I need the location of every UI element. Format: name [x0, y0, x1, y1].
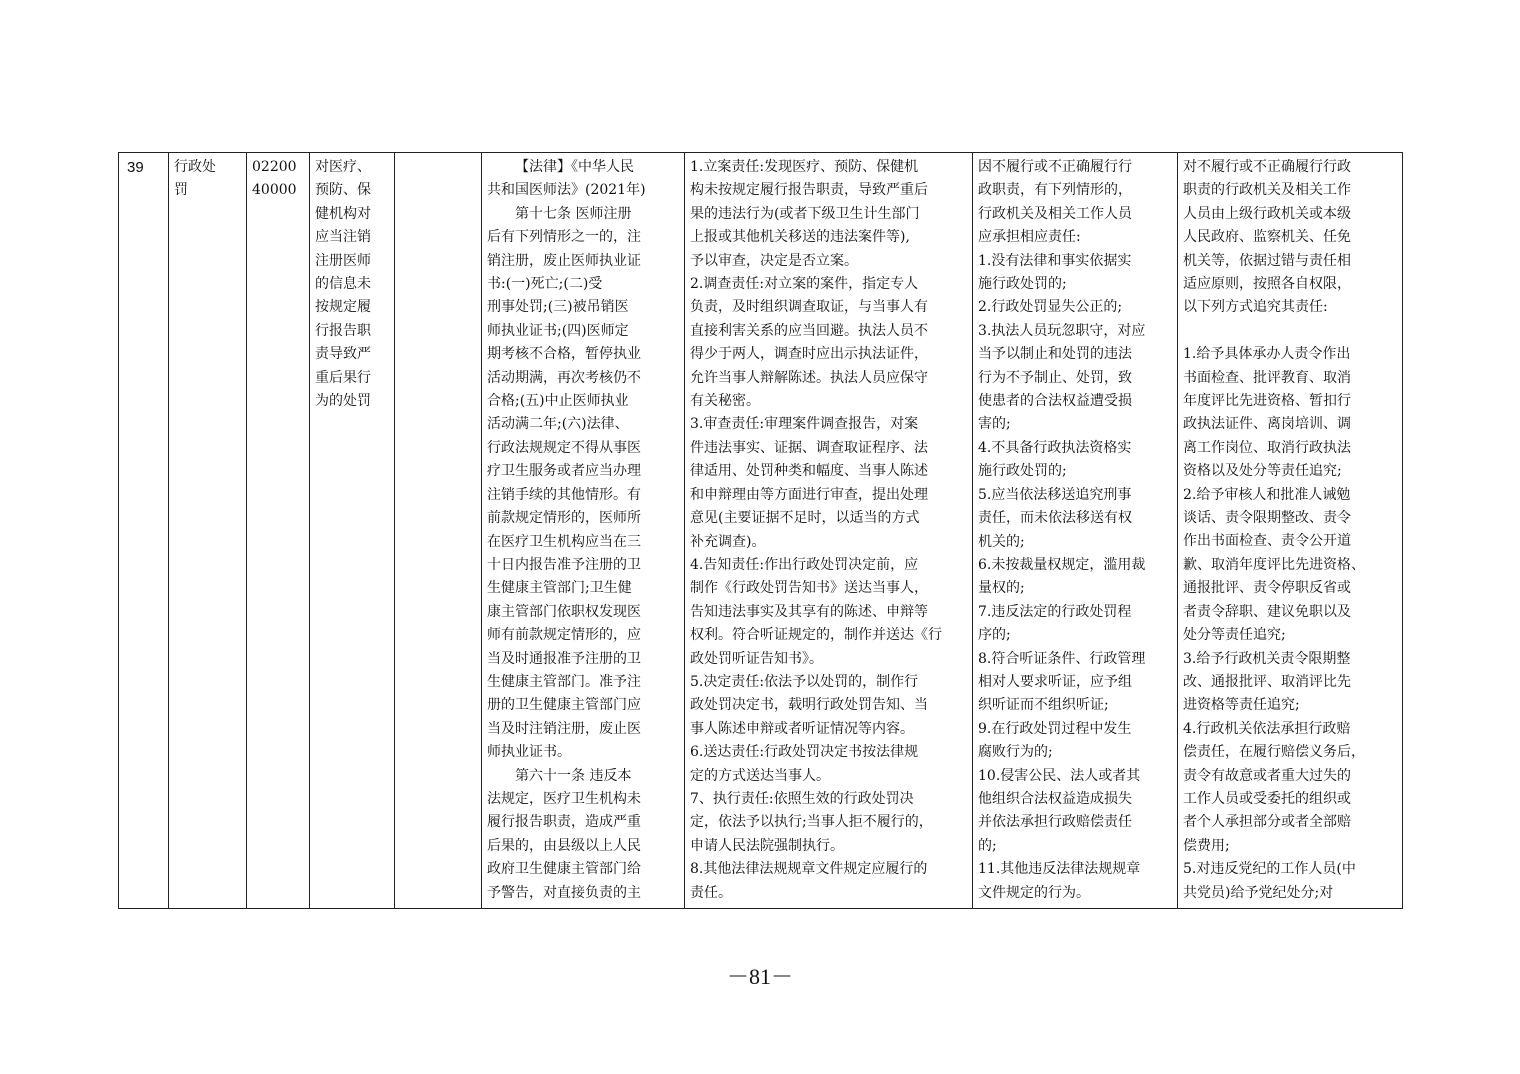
code-cell	[247, 153, 310, 909]
legal-basis-cell	[482, 153, 685, 909]
liability-situation-line: 4.不具备行政执法资格实	[978, 439, 1132, 456]
liability-situation-line: 行为不予制止、处罚，致	[978, 369, 1132, 386]
responsibility-line: 5.决定责任:依法予以处罚的，制作行	[690, 673, 919, 690]
accountability-line: 以下列方式追究其责任:	[1183, 299, 1328, 316]
document-table	[118, 152, 1403, 909]
responsibility-line: 负责，及时组织调查取证，与当事人有	[690, 299, 928, 316]
category-line: 行政处	[174, 159, 216, 175]
accountability-line: 机关等，依据过错与责任相	[1183, 252, 1351, 269]
responsibility-line: 补充调查)。	[690, 533, 766, 550]
code-line: 40000	[252, 182, 297, 199]
responsibility-line: 3.审查责任:审理案件调查报告，对案	[690, 416, 919, 433]
accountability-line: 人民政府、监察机关、任免	[1183, 229, 1351, 246]
liability-situation-line: 1.没有法律和事实依据实	[978, 252, 1132, 269]
liability-situation-line: 9.在行政处罚过程中发生	[978, 720, 1132, 737]
accountability-line: 职责的行政机关及相关工作	[1183, 182, 1351, 199]
responsibility-line: 政处罚决定书，载明行政处罚告知、当	[690, 697, 928, 714]
legal-basis-line: 共和国医师法》(2021年)	[487, 182, 646, 199]
liability-situation-line: 10.侵害公民、法人或者其	[978, 767, 1141, 784]
responsibility-line: 告知违法事实及其享有的陈述、申辩等	[690, 603, 928, 620]
legal-basis-line: 履行报告职责，造成严重	[487, 814, 641, 831]
responsibility-line: 权利。符合听证规定的，制作并送达《行	[690, 627, 942, 644]
liability-situation-line: 他组织合法权益造成损失	[978, 790, 1132, 807]
liability-situation-line: 文件规定的行为。	[978, 884, 1090, 901]
liability-situation-line: 5.应当依法移送追究刑事	[978, 486, 1132, 503]
row-number-cell	[119, 153, 169, 909]
responsibility-line: 和申辩理由等方面进行审查，提出处理	[690, 486, 928, 503]
liability-situation-line: 7.违反法定的行政处罚程	[978, 603, 1132, 620]
accountability-line	[1183, 320, 1397, 343]
liability-situation-line: 使患者的合法权益遭受损	[978, 393, 1132, 410]
liability-situation-line: 责任，而未依法移送有权	[978, 510, 1132, 527]
accountability-line: 责令有故意或者重大过失的	[1183, 767, 1351, 784]
item-name-line: 预防、保	[315, 182, 371, 199]
responsibility-line: 件违法事实、证据、调查取证程序、法	[690, 439, 928, 456]
responsibilities-cell	[685, 153, 973, 909]
item-name-line: 健机构对	[315, 205, 371, 222]
legal-basis-line: 师执业证书。	[487, 744, 571, 761]
responsibility-line: 1.立案责任:发现医疗、预防、保健机	[690, 159, 919, 175]
item-name-line: 的信息未	[315, 276, 371, 293]
responsibility-line: 允许当事人辩解陈述。执法人员应保守	[690, 369, 928, 386]
responsibility-line: 7、执行责任:依照生效的行政处罚决	[690, 790, 914, 807]
legal-basis-line: 在医疗卫生机构应当在三	[487, 533, 641, 550]
accountability-cell	[1178, 153, 1403, 909]
item-name-line: 对医疗、	[315, 159, 371, 175]
legal-basis-line: 【法律】《中华人民	[515, 159, 634, 175]
legal-basis-line: 政府卫生健康主管部门给	[487, 861, 641, 878]
liability-situation-line: 应承担相应责任:	[978, 229, 1081, 246]
legal-basis-line: 第十七条 医师注册	[515, 205, 632, 222]
responsibility-line: 定的方式送达当事人。	[690, 767, 830, 784]
accountability-line: 1.给予具体承办人责令作出	[1183, 346, 1351, 363]
legal-basis-line: 后有下列情形之一的，注	[487, 229, 641, 246]
accountability-line: 4.行政机关依法承担行政赔	[1183, 720, 1351, 737]
legal-basis-line: 予警告，对直接负责的主	[487, 884, 641, 901]
item-name-line: 行报告职	[315, 322, 371, 339]
accountability-line: 者责令辞职、建议免职以及	[1183, 603, 1351, 620]
liability-situation-line: 腐败行为的;	[978, 744, 1053, 761]
table-row	[119, 153, 1403, 909]
page-number: －81－	[726, 964, 793, 989]
accountability-line: 书面检查、批评教育、取消	[1183, 369, 1351, 386]
responsibility-line: 上报或其他机关移送的违法案件等),	[690, 229, 910, 246]
accountability-line: 通报批评、责令停职反省或	[1183, 580, 1351, 597]
accountability-line: 偿责任，在履行赔偿义务后，	[1183, 744, 1365, 761]
item-name-line: 为的处罚	[315, 393, 371, 410]
liability-situation-line: 3.执法人员玩忽职守，对应	[978, 322, 1146, 339]
responsibility-line: 4.告知责任:作出行政处罚决定前，应	[690, 556, 919, 573]
liability-situation-line: 并依法承担行政赔偿责任	[978, 814, 1132, 831]
item-name-line: 重后果行	[315, 369, 371, 386]
accountability-line: 2.给予审核人和批准人诫勉	[1183, 486, 1351, 503]
liability-situation-line: 害的;	[978, 416, 1011, 433]
legal-basis-line: 当及时注销注册，废止医	[487, 720, 641, 737]
legal-basis-line: 销注册，废止医师执业证	[487, 252, 641, 269]
accountability-line: 适应原则，按照各自权限，	[1183, 276, 1351, 293]
item-name-line: 注册医师	[315, 252, 371, 269]
responsibility-line: 责任。	[690, 884, 732, 901]
accountability-line: 处分等责任追究;	[1183, 627, 1286, 644]
legal-basis-line: 合格;(五)中止医师执业	[487, 393, 629, 410]
legal-basis-line: 书:(一)死亡;(二)受	[487, 276, 603, 293]
accountability-line: 对不履行或不正确履行行政	[1183, 159, 1351, 175]
responsibility-line: 意见(主要证据不足时，以适当的方式	[690, 510, 920, 527]
sub-item-cell	[395, 153, 482, 909]
accountability-line: 年度评比先进资格、暂扣行	[1183, 393, 1351, 410]
legal-basis-line: 第六十一条 违反本	[515, 767, 632, 784]
liability-situation-line: 织听证而不组织听证;	[978, 697, 1109, 714]
legal-basis-line: 注销手续的其他情形。有	[487, 486, 641, 503]
responsibility-line: 直接利害关系的应当回避。执法人员不	[690, 322, 928, 339]
responsibility-line: 定，依法予以执行;当事人拒不履行的，	[690, 814, 933, 831]
legal-basis-line: 十日内报告准予注册的卫	[487, 556, 641, 573]
item-name-line: 责导致严	[315, 346, 371, 363]
responsibility-line: 6.送达责任:行政处罚决定书按法律规	[690, 744, 919, 761]
liability-situation-line: 相对人要求听证，应予组	[978, 673, 1132, 690]
legal-basis-line: 康主管部门依职权发现医	[487, 603, 641, 620]
code-line: 02200	[252, 159, 297, 175]
accountability-line: 者个人承担部分或者全部赔	[1183, 814, 1351, 831]
legal-basis-line: 行政法规规定不得从事医	[487, 439, 641, 456]
legal-basis-line: 师有前款规定情形的，应	[487, 627, 641, 644]
liability-situation-line: 8.符合听证条件、行政管理	[978, 650, 1146, 667]
item-name-cell	[310, 153, 395, 909]
category-cell	[169, 153, 247, 909]
responsibility-line: 构未按规定履行报告职责，导致严重后	[690, 182, 928, 199]
liability-situation-line: 序的;	[978, 627, 1011, 644]
legal-basis-line: 师执业证书;(四)医师定	[487, 322, 629, 339]
liability-situation-line: 因不履行或不正确履行行	[978, 159, 1132, 175]
responsibility-line: 8.其他法律法规规章文件规定应履行的	[690, 861, 928, 878]
liability-situation-line: 机关的;	[978, 533, 1025, 550]
liability-situation-line: 政职责，有下列情形的，	[978, 182, 1132, 199]
accountability-line: 共党员)给予党纪处分;对	[1183, 884, 1334, 901]
legal-basis-line: 册的卫生健康主管部门应	[487, 697, 641, 714]
accountability-line: 作出书面检查、责令公开道	[1183, 533, 1351, 550]
responsibility-line: 申请人民法院强制执行。	[690, 837, 844, 854]
accountability-line: 3.给予行政机关责令限期整	[1183, 650, 1351, 667]
legal-basis-line: 疗卫生服务或者应当办理	[487, 463, 641, 480]
responsibility-line: 政处罚听证告知书》。	[690, 650, 823, 667]
legal-basis-line: 期考核不合格，暂停执业	[487, 346, 641, 363]
accountability-line: 资格以及处分等责任追究;	[1183, 463, 1342, 480]
liability-situation-line: 2.行政处罚显失公正的;	[978, 299, 1123, 316]
accountability-line: 人员由上级行政机关或本级	[1183, 205, 1351, 222]
legal-basis-line: 后果的，由县级以上人民	[487, 837, 641, 854]
responsibility-line: 果的违法行为(或者下级卫生计生部门	[690, 205, 920, 222]
liability-situation-line: 量权的;	[978, 580, 1025, 597]
responsibility-line: 有关秘密。	[690, 393, 760, 410]
accountability-line: 改、通报批评、取消评比先	[1183, 673, 1351, 690]
liability-situation-line: 6.未按裁量权规定，滥用裁	[978, 556, 1146, 573]
item-name-line: 按规定履	[315, 299, 371, 316]
liability-situation-line: 施行政处罚的;	[978, 276, 1067, 293]
legal-basis-line: 刑事处罚;(三)被吊销医	[487, 299, 629, 316]
responsibility-line: 2.调查责任:对立案的案件，指定专人	[690, 276, 919, 293]
accountability-line: 偿费用;	[1183, 837, 1230, 854]
responsibility-line: 律适用、处罚种类和幅度、当事人陈述	[690, 463, 928, 480]
liability-situation-line: 当予以制止和处罚的违法	[978, 346, 1132, 363]
accountability-line: 离工作岗位、取消行政执法	[1183, 439, 1351, 456]
accountability-line: 政执法证件、离岗培训、调	[1183, 416, 1351, 433]
category-line: 罚	[174, 182, 188, 199]
responsibility-line: 制作《行政处罚告知书》送达当事人，	[690, 580, 928, 597]
accountability-line: 谈话、责令限期整改、责令	[1183, 510, 1351, 527]
liability-situation-line: 的;	[978, 837, 997, 854]
item-name-line: 应当注销	[315, 229, 371, 246]
legal-basis-line: 前款规定情形的，医师所	[487, 510, 641, 527]
legal-basis-line: 法规定，医疗卫生机构未	[487, 790, 641, 807]
liability-situations-cell	[973, 153, 1178, 909]
liability-situation-line: 行政机关及相关工作人员	[978, 205, 1132, 222]
responsibility-line: 得少于两人，调查时应出示执法证件，	[690, 346, 928, 363]
responsibility-line: 予以审查，决定是否立案。	[690, 252, 858, 269]
legal-basis-line: 活动期满，再次考核仍不	[487, 369, 641, 386]
legal-basis-line: 生健康主管部门。准予注	[487, 673, 641, 690]
accountability-line: 5.对违反党纪的工作人员(中	[1183, 861, 1356, 878]
responsibility-line: 事人陈述申辩或者听证情况等内容。	[690, 720, 914, 737]
liability-situation-line: 11.其他违反法律法规规章	[978, 861, 1141, 878]
legal-basis-line: 活动满二年;(六)法律、	[487, 416, 629, 433]
liability-situation-line: 施行政处罚的;	[978, 463, 1067, 480]
accountability-line: 歉、取消年度评比先进资格、	[1183, 556, 1365, 573]
legal-basis-line: 生健康主管部门;卫生健	[487, 580, 632, 597]
accountability-line: 进资格等责任追究;	[1183, 697, 1300, 714]
accountability-line: 工作人员或受委托的组织或	[1183, 790, 1351, 807]
row-number: 39	[127, 159, 144, 176]
legal-basis-line: 当及时通报准予注册的卫	[487, 650, 641, 667]
